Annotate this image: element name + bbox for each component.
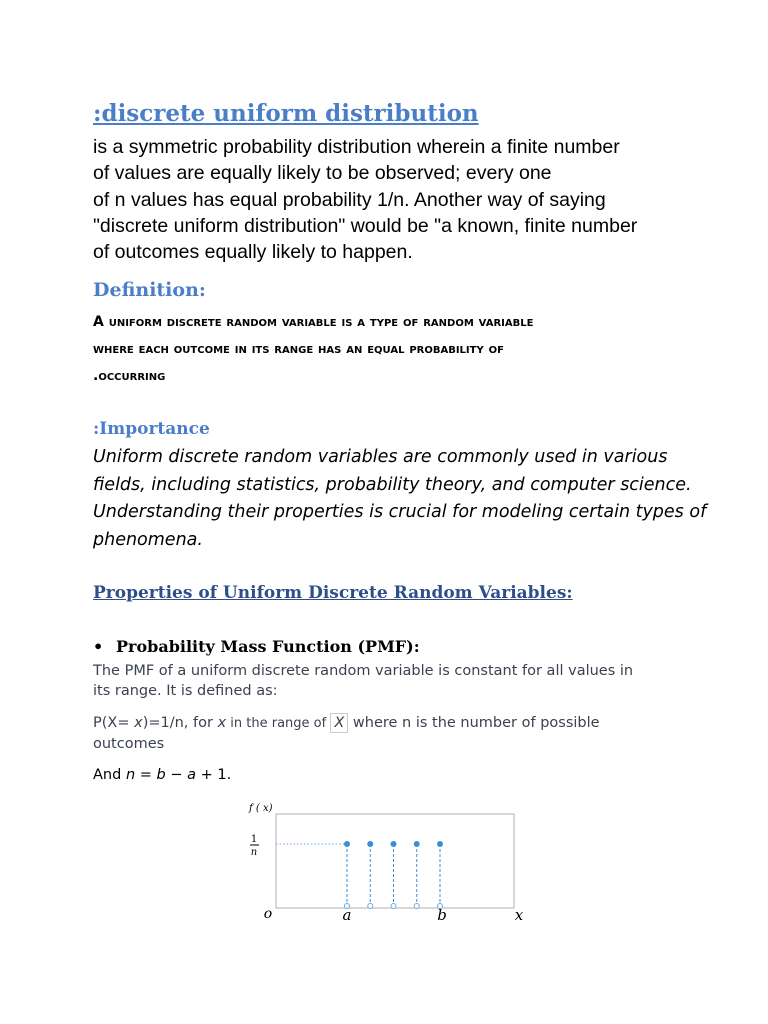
equation-variable: a xyxy=(187,767,196,783)
equation-variable: b xyxy=(156,767,166,783)
importance-line: fields, including statistics, probability theory, and computer science. xyxy=(93,474,692,495)
formula-part: where n is the number of possible xyxy=(348,715,600,731)
pmf-line: The PMF of a uniform discrete random variable is constant for all values in xyxy=(93,663,634,679)
equation-variable: n xyxy=(125,767,136,783)
y-axis-label: f ( x) xyxy=(249,803,273,814)
intro-line: of n values has equal probability 1/n. Another way of saying xyxy=(93,188,606,211)
equation-text: And xyxy=(93,767,126,783)
formula-line: outcomes xyxy=(93,736,165,752)
pmf-chart xyxy=(240,798,540,928)
formula-part: P(X= xyxy=(93,715,135,731)
definition-line: where each outcome in its range has an equal probability of xyxy=(93,341,504,357)
formula-part: )=1/n, for xyxy=(142,715,218,731)
pmf-base-marker xyxy=(414,904,419,909)
definition-heading: Definition: xyxy=(93,279,206,301)
definition-line: A uniform discrete random variable is a type of random variable xyxy=(93,314,534,330)
importance-paragraph xyxy=(93,444,713,555)
definition-paragraph xyxy=(93,309,693,390)
origin-label: o xyxy=(263,906,273,922)
pmf-base-marker xyxy=(391,904,396,909)
formula-line xyxy=(93,713,713,734)
x-tick-label-a: a xyxy=(342,906,352,924)
pmf-bullet-item xyxy=(93,637,420,656)
page-title: :discrete uniform distribution xyxy=(93,100,479,127)
n-equation xyxy=(93,767,231,783)
pmf-point xyxy=(391,841,397,847)
pmf-line: its range. It is defined as: xyxy=(93,683,278,699)
equation-text: = xyxy=(135,767,157,783)
pmf-point xyxy=(414,841,420,847)
y-value-label-denominator: n xyxy=(250,847,258,858)
formula-part: in the range of xyxy=(226,716,331,731)
importance-heading: :Importance xyxy=(93,419,210,439)
importance-line: Understanding their properties is crucial for modeling certain types of xyxy=(93,502,707,523)
y-value-label-numerator: 1 xyxy=(250,834,258,845)
intro-line: "discrete uniform distribution" would be "a known, finite number xyxy=(93,214,638,237)
pmf-base-marker xyxy=(368,904,373,909)
importance-line: Uniform discrete random variables are commonly used in various xyxy=(93,447,668,467)
properties-heading: Properties of Uniform Discrete Random Variables: xyxy=(93,583,573,603)
x-axis-label: x xyxy=(514,906,524,924)
formula-variable: x xyxy=(217,715,227,731)
intro-line: is a symmetric probability distribution wherein a finite number xyxy=(93,136,620,158)
pmf-point xyxy=(437,841,443,847)
formula-variable: x xyxy=(134,715,143,731)
pmf-description xyxy=(93,661,693,701)
x-tick-label-b: b xyxy=(437,906,447,924)
intro-line: of outcomes equally likely to happen. xyxy=(93,241,413,264)
formula-range-symbol: X xyxy=(330,713,348,733)
pmf-point xyxy=(344,841,350,847)
pmf-point xyxy=(367,841,373,847)
importance-line: phenomena. xyxy=(93,530,203,551)
intro-line: of values are equally likely to be observed; every one xyxy=(93,162,552,185)
equation-text: − xyxy=(165,767,188,783)
pmf-formula xyxy=(93,713,713,754)
definition-line: .occurring xyxy=(93,368,166,384)
intro-paragraph xyxy=(93,134,693,265)
equation-text: + 1. xyxy=(196,767,232,783)
chart-frame xyxy=(276,814,514,908)
bullet-symbol: • xyxy=(93,637,104,656)
pmf-heading: Probability Mass Function (PMF): xyxy=(116,637,420,656)
